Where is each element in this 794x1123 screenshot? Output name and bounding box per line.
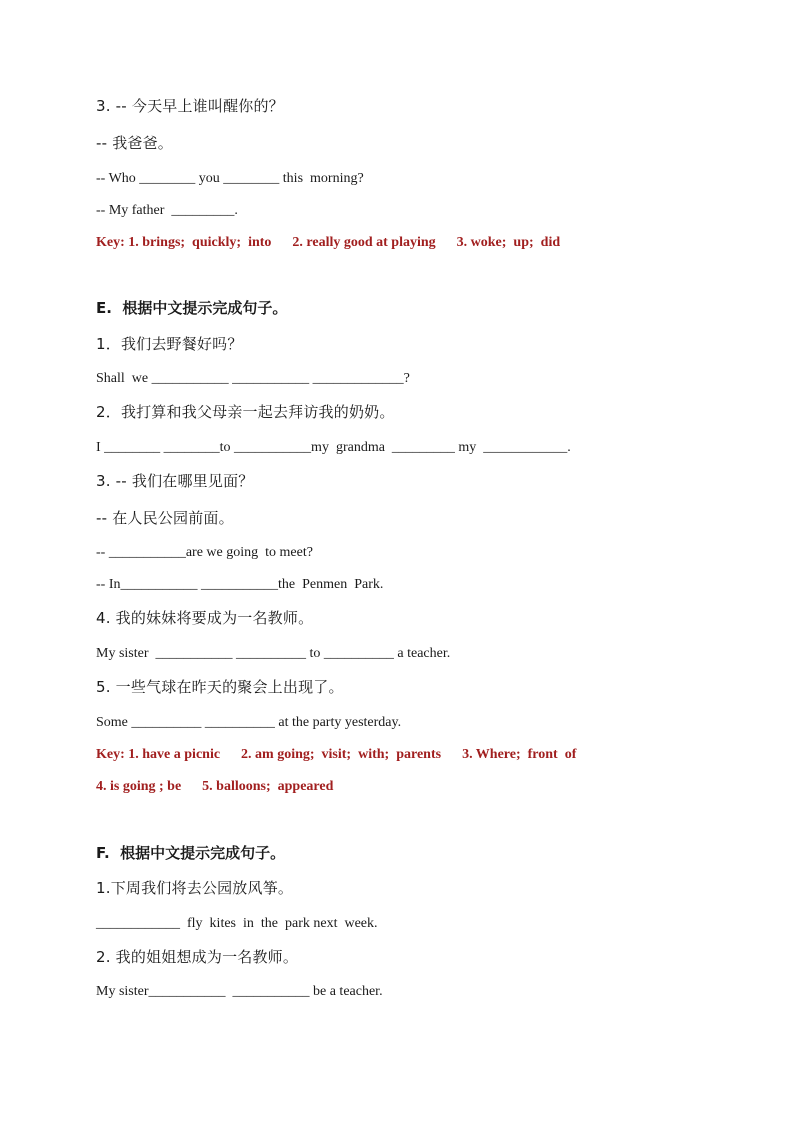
answer-key-e-line-2: 4. is going ; be 5. balloons; appeared bbox=[96, 779, 334, 794]
question-3-english: -- Who ________ you ________ this morning? bbox=[96, 171, 364, 186]
f-question-2-english: My sister___________ ___________ be a teacher. bbox=[96, 984, 383, 999]
e-question-3-chinese: 3. -- 我们在哪里见面？ bbox=[96, 472, 254, 490]
f-question-1-english: ____________ fly kites in the park next week. bbox=[96, 916, 378, 931]
e-question-5-english: Some __________ __________ at the party yesterday. bbox=[96, 715, 402, 730]
e-question-4-english: My sister ___________ __________ to __________ a teacher. bbox=[96, 646, 451, 661]
e-question-4-chinese: 4. 我的妹妹将要成为一名教师。 bbox=[96, 609, 314, 627]
section-f-heading: F. 根据中文提示完成句子。 bbox=[96, 844, 286, 862]
e-question-3-chinese-answer: -- 在人民公园前面。 bbox=[96, 509, 234, 527]
f-question-1-chinese: 1.下周我们将去公园放风筝。 bbox=[96, 879, 294, 897]
e-question-2-english: I ________ ________to ___________my grandma _________ my ____________. bbox=[96, 440, 571, 455]
question-3-chinese: 3. -- 今天早上谁叫醒你的？ bbox=[96, 97, 284, 115]
e-question-5-chinese: 5. 一些气球在昨天的聚会上出现了。 bbox=[96, 678, 344, 696]
answer-key-d: Key: 1. brings; quickly; into 2. really good at playing 3. woke; up; did bbox=[96, 235, 561, 250]
e-question-1-chinese: 1．我们去野餐好吗？ bbox=[96, 335, 243, 353]
f-question-2-chinese: 2. 我的姐姐想成为一名教师。 bbox=[96, 948, 299, 966]
e-question-3-english: -- ___________are we going to meet? bbox=[96, 545, 313, 560]
question-3-english-answer: -- My father _________. bbox=[96, 203, 238, 218]
section-e-heading: E. 根据中文提示完成句子。 bbox=[96, 299, 288, 317]
question-3-chinese-answer: -- 我爸爸。 bbox=[96, 134, 173, 152]
e-question-3-english-answer: -- In___________ ___________the Penmen Park. bbox=[96, 577, 384, 592]
answer-key-e-line-1: Key: 1. have a picnic 2. am going; visit; with; parents 3. Where; front of bbox=[96, 747, 577, 762]
e-question-2-chinese: 2．我打算和我父母亲一起去拜访我的奶奶。 bbox=[96, 403, 395, 421]
e-question-1-english: Shall we ___________ ___________ _____________? bbox=[96, 371, 410, 386]
